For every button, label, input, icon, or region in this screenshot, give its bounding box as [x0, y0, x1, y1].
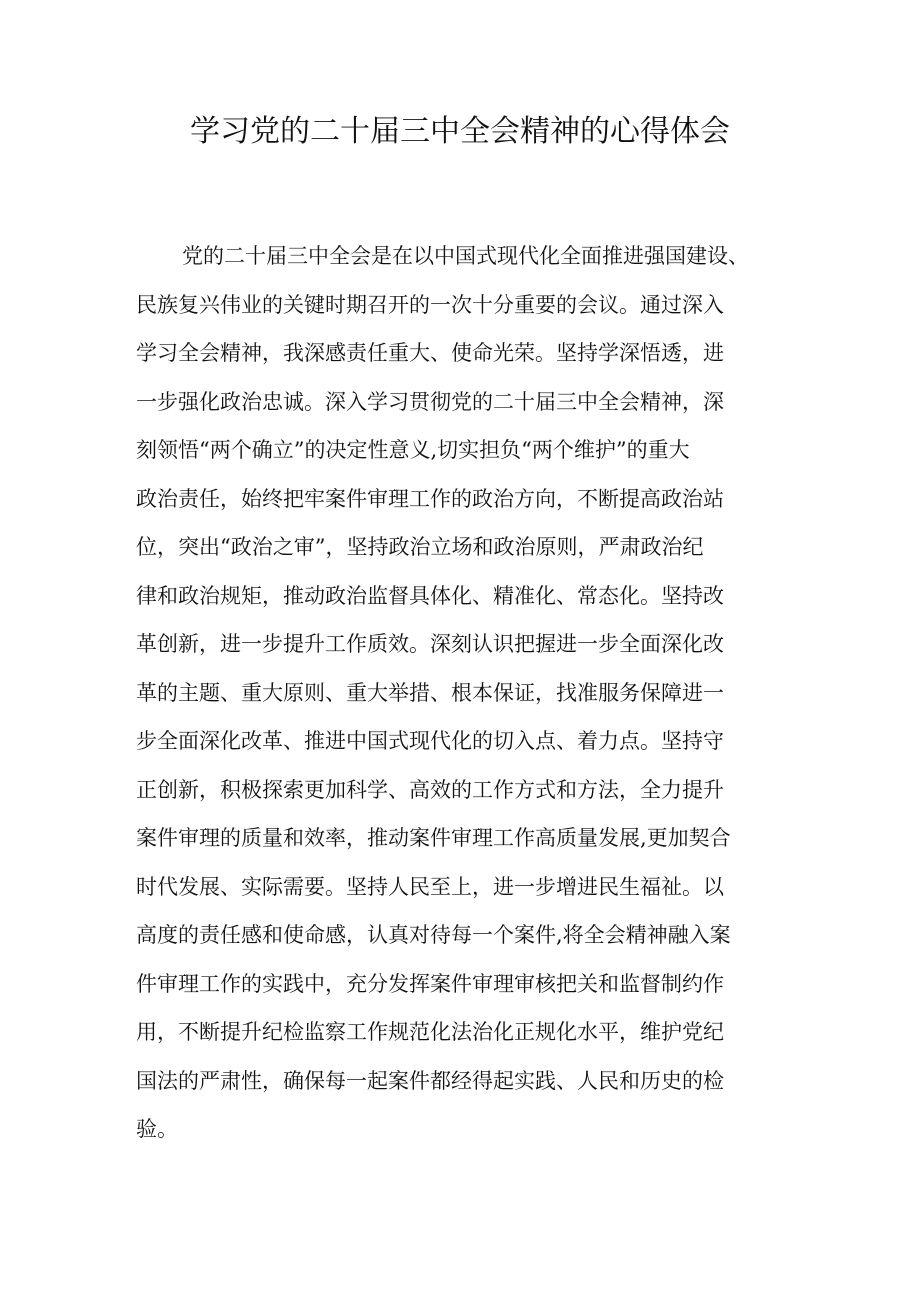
body-line: 政治责任，始终把牢案件审理工作的政治方向，不断提高政治站: [136, 486, 724, 511]
body-line: 一步强化政治忠诚。深入学习贯彻党的二十届三中全会精神，深: [136, 389, 724, 414]
body-line: 高度的责任感和使命感，认真对待每一个案件,将全会精神融入案: [136, 923, 731, 947]
body-line: 学习全会精神，我深感责任重大、使命光荣。坚持学深悟透，进: [136, 341, 724, 365]
body-line: 党的二十届三中全会是在以中国式现代化全面推进强国建设、: [182, 244, 749, 268]
document-body-paragraph: [136, 232, 812, 1154]
body-line: 步全面深化改革、推进中国式现代化的切入点、着力点。坚持守: [136, 729, 724, 753]
body-line: 验。: [136, 1117, 178, 1141]
body-line: 件审理工作的实践中，充分发挥案件审理审核把关和监督制约作: [136, 971, 724, 996]
body-line: 刻领悟“两个确立”的决定性意义,切实担负“两个维护”的重大: [136, 438, 690, 462]
body-line: 位，突出“政治之审”，坚持政治立场和政治原则，严肃政治纪: [136, 535, 704, 559]
body-line: 用，不断提升纪检监察工作规范化法治化正规化水平，维护党纪: [136, 1020, 724, 1044]
body-line: 案件审理的质量和效率，推动案件审理工作高质量发展,更加契合: [136, 826, 731, 850]
body-line: 正创新，积极探索更加科学、高效的工作方式和方法，全力提升: [136, 777, 724, 802]
body-line: 民族复兴伟业的关键时期召开的一次十分重要的会议。通过深入: [136, 292, 724, 317]
body-line: 革创新，进一步提升工作质效。深刻认识把握进一步全面深化改: [136, 632, 724, 656]
body-line: 国法的严肃性，确保每一起案件都经得起实践、人民和历史的检: [136, 1068, 724, 1093]
document-title: 学习党的二十届三中全会精神的心得体会: [190, 114, 730, 149]
body-line: 革的主题、重大原则、重大举措、根本保证，找准服务保障进一: [136, 680, 724, 705]
body-line: 时代发展、实际需要。坚持人民至上，进一步增进民生福祉。以: [136, 874, 724, 899]
body-line: 律和政治规矩，推动政治监督具体化、精准化、常态化。坚持改: [136, 583, 724, 608]
